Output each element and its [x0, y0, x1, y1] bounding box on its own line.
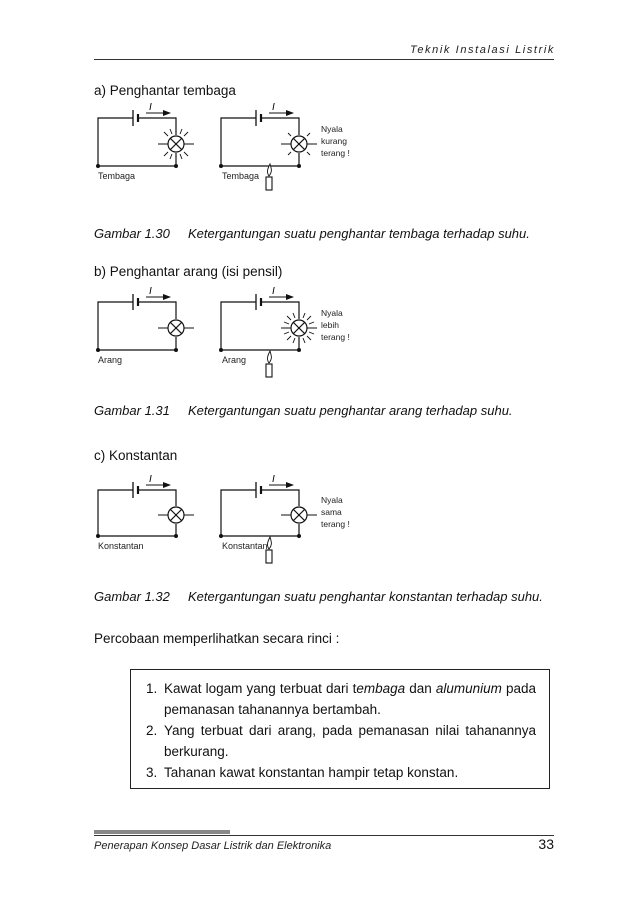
lamp-icon	[158, 320, 194, 336]
circuit-b-2	[219, 286, 350, 377]
material-label: Arang	[98, 355, 123, 365]
material-label: Konstantan	[222, 541, 268, 551]
section-heading-c: c) Konstantan	[94, 448, 178, 463]
result-note: Nyala lebih terang !	[321, 308, 350, 342]
result-note: Nyala sama terang !	[321, 495, 350, 529]
current-label: I	[149, 102, 152, 113]
current-label: I	[272, 286, 275, 297]
figure-caption-1-31	[94, 403, 513, 418]
list-item: 2. Yang terbuat dari arang, pada pemanasan nilai tahanannya berkurang.	[146, 723, 536, 759]
footer-rule	[94, 835, 554, 836]
lamp-icon	[158, 507, 194, 523]
lamp-icon	[281, 507, 317, 523]
page-number: 33	[538, 836, 554, 852]
current-label: I	[149, 286, 152, 297]
running-header: Teknik Instalasi Listrik	[410, 44, 555, 56]
caption-text: Ketergantungan suatu penghantar arang terhadap suhu.	[188, 403, 513, 418]
lamp-bright-icon	[281, 312, 317, 344]
caption-text: Ketergantungan suatu penghantar tembaga terhadap suhu.	[188, 226, 530, 241]
candle-icon	[266, 351, 272, 377]
material-label: Tembaga	[222, 171, 260, 181]
circuit-b-1	[96, 286, 194, 365]
material-label: Arang	[222, 355, 247, 365]
caption-number: Gambar 1.32	[94, 589, 170, 604]
footer-accent-bar	[94, 830, 230, 834]
list-item: 3. Tahanan kawat konstantan hampir tetap konstan.	[146, 765, 459, 780]
caption-text: Ketergantungan suatu penghantar konstantan terhadap suhu.	[188, 589, 543, 604]
circuit-a-2	[219, 102, 350, 190]
result-note: Nyala kurang terang !	[321, 124, 350, 158]
circuit-c-2	[219, 474, 350, 563]
circuit-a-1	[96, 102, 194, 181]
candle-icon	[266, 164, 272, 190]
summary-list	[146, 678, 536, 783]
intro-text: Percobaan memperlihatkan secara rinci :	[94, 631, 340, 646]
caption-number: Gambar 1.30	[94, 226, 170, 241]
material-label: Konstantan	[98, 541, 144, 551]
caption-number: Gambar 1.31	[94, 403, 170, 418]
section-heading-b: b) Penghantar arang (isi pensil)	[94, 264, 283, 279]
current-label: I	[149, 474, 152, 485]
footer-book-title: Penerapan Konsep Dasar Listrik dan Elektronika	[94, 840, 332, 852]
figure-caption-1-30	[94, 226, 530, 241]
list-item: 1. Kawat logam yang terbuat dari tembaga dan alumunium pada pemanasan tahanannya bertambah.	[146, 681, 536, 717]
material-label: Tembaga	[98, 171, 136, 181]
circuit-c-1	[96, 474, 194, 551]
lamp-bright-icon	[158, 128, 194, 160]
current-label: I	[272, 102, 275, 113]
current-label: I	[272, 474, 275, 485]
section-heading-a: a) Penghantar tembaga	[94, 83, 236, 98]
figure-caption-1-32	[94, 589, 543, 604]
